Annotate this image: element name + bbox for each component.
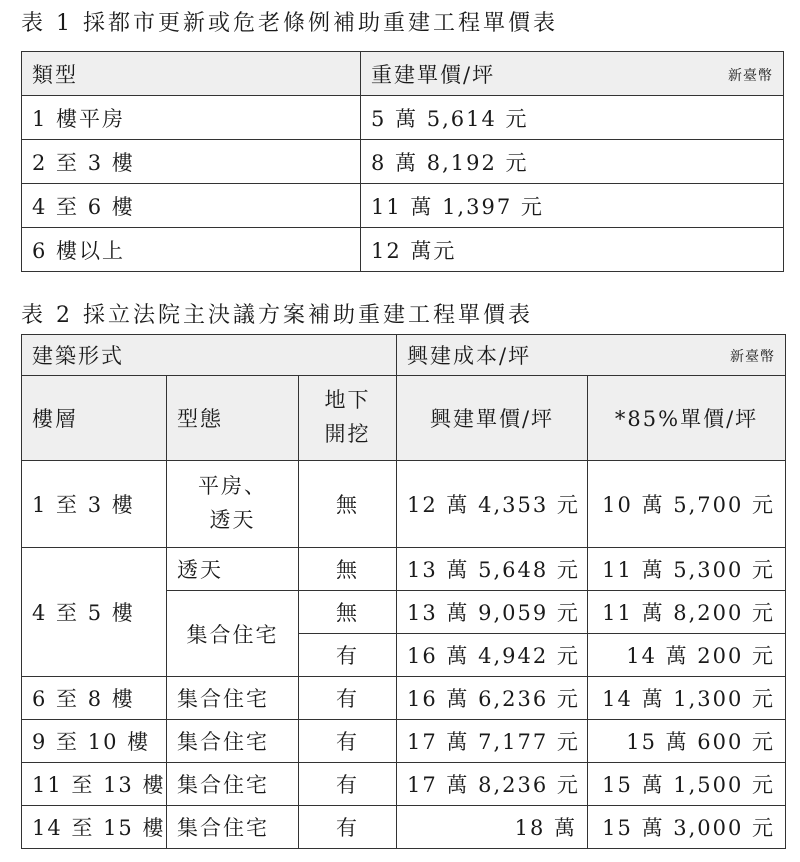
header-form: 型態 <box>167 376 299 461</box>
table-row <box>22 677 786 720</box>
column-header-row <box>22 376 786 461</box>
type-cell: 4 至 6 樓 <box>22 184 361 228</box>
table-row <box>22 140 784 184</box>
type-cell: 6 樓以上 <box>22 228 361 272</box>
unit-price-cell: 17 萬 7,177 元 <box>397 720 588 763</box>
header-basement <box>299 376 397 461</box>
price-85-cell: 11 萬 8,200 元 <box>588 591 786 634</box>
form-cell: 透天 <box>167 548 299 591</box>
header-price-label: 重建單價/坪 <box>371 62 496 87</box>
group-header-building-form: 建築形式 <box>22 335 397 376</box>
header-basement-line2: 開挖 <box>324 422 371 446</box>
basement-cell: 無 <box>299 548 397 591</box>
unit-price-cell: 16 萬 4,942 元 <box>397 634 588 677</box>
form-cell: 集合住宅 <box>167 763 299 806</box>
form-line1: 平房、 <box>198 474 267 499</box>
table1-caption: 表 1 採都市更新或危老條例補助重建工程單價表 <box>21 11 558 36</box>
price-85-cell: 10 萬 5,700 元 <box>588 461 786 548</box>
price-85-cell: 14 萬 1,300 元 <box>588 677 786 720</box>
basement-cell: 有 <box>299 806 397 849</box>
table-row <box>22 184 784 228</box>
floors-cell: 4 至 5 樓 <box>22 548 167 677</box>
floors-cell: 6 至 8 樓 <box>22 677 167 720</box>
floors-cell: 9 至 10 樓 <box>22 720 167 763</box>
form-cell: 集合住宅 <box>167 720 299 763</box>
header-price <box>361 52 784 96</box>
unit-price-cell: 16 萬 6,236 元 <box>397 677 588 720</box>
table-row <box>22 461 786 548</box>
price-85-cell: 15 萬 600 元 <box>588 720 786 763</box>
price-cell: 5 萬 5,614 元 <box>361 96 784 140</box>
form-cell <box>167 461 299 548</box>
unit-price-cell: 13 萬 9,059 元 <box>397 591 588 634</box>
price-85-cell: 15 萬 3,000 元 <box>588 806 786 849</box>
construction-cost-table <box>21 334 786 849</box>
form-line2: 透天 <box>209 508 256 532</box>
table-row <box>22 720 786 763</box>
header-price-85: *85%單價/坪 <box>588 376 786 461</box>
basement-cell: 有 <box>299 634 397 677</box>
price-85-cell: 11 萬 5,300 元 <box>588 548 786 591</box>
group-header-cost-label: 興建成本/坪 <box>407 344 532 368</box>
table-row <box>22 548 786 591</box>
type-cell: 1 樓平房 <box>22 96 361 140</box>
group-header-cost <box>397 335 786 376</box>
table2-caption: 表 2 採立法院主決議方案補助重建工程單價表 <box>21 303 533 328</box>
group-header-row <box>22 335 786 376</box>
form-cell: 集合住宅 <box>167 677 299 720</box>
currency-unit: 新臺幣 <box>728 67 773 84</box>
unit-price-cell: 13 萬 5,648 元 <box>397 548 588 591</box>
floors-cell: 11 至 13 樓 <box>22 763 167 806</box>
floors-cell: 1 至 3 樓 <box>22 461 167 548</box>
unit-price-cell: 17 萬 8,236 元 <box>397 763 588 806</box>
price-cell: 12 萬元 <box>361 228 784 272</box>
basement-cell: 無 <box>299 591 397 634</box>
unit-price-cell: 18 萬 <box>397 806 588 849</box>
header-floors: 樓層 <box>22 376 167 461</box>
table-header-row <box>22 52 784 96</box>
unit-price-cell: 12 萬 4,353 元 <box>397 461 588 548</box>
basement-cell: 無 <box>299 461 397 548</box>
table-row <box>22 806 786 849</box>
header-unit-price: 興建單價/坪 <box>397 376 588 461</box>
header-type: 類型 <box>22 52 361 96</box>
price-85-cell: 15 萬 1,500 元 <box>588 763 786 806</box>
floors-cell: 14 至 15 樓 <box>22 806 167 849</box>
basement-cell: 有 <box>299 763 397 806</box>
currency-unit: 新臺幣 <box>730 349 776 365</box>
rebuild-unit-price-table <box>21 51 784 272</box>
table-row <box>22 763 786 806</box>
form-cell: 集合住宅 <box>167 591 299 677</box>
basement-cell: 有 <box>299 720 397 763</box>
form-cell: 集合住宅 <box>167 806 299 849</box>
basement-cell: 有 <box>299 677 397 720</box>
price-85-cell: 14 萬 200 元 <box>588 634 786 677</box>
price-cell: 11 萬 1,397 元 <box>361 184 784 228</box>
type-cell: 2 至 3 樓 <box>22 140 361 184</box>
price-cell: 8 萬 8,192 元 <box>361 140 784 184</box>
table-row <box>22 228 784 272</box>
header-basement-line1: 地下 <box>324 388 371 413</box>
table-row <box>22 96 784 140</box>
